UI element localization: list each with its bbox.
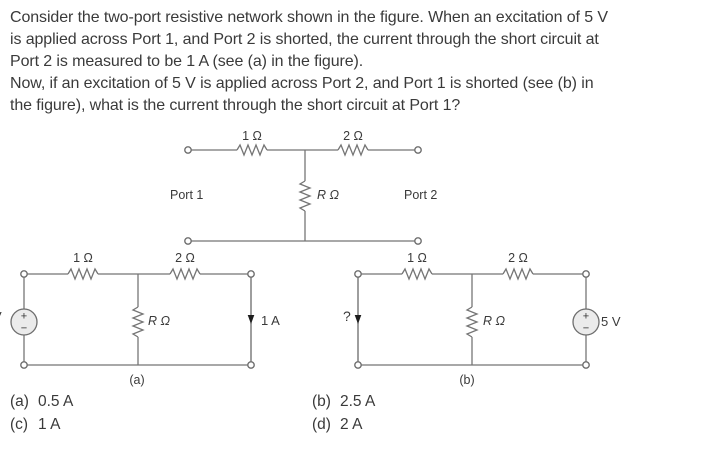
resistor-shunt xyxy=(133,307,143,337)
network-r1-label: 1 Ω xyxy=(242,129,262,143)
question-line: is applied across Port 1, and Port 2 is shorted, the current through the short circuit at xyxy=(10,31,599,48)
circuit-b-wires xyxy=(358,269,586,365)
port1-bottom-terminal xyxy=(185,238,191,244)
option-value: 1 A xyxy=(38,416,61,433)
option-key: (a) xyxy=(10,393,29,410)
circuit-a-source-label xyxy=(0,309,2,324)
option-a xyxy=(10,393,73,411)
circuit-b-r2-label: 2 Ω xyxy=(508,251,528,265)
circuit-a-caption: (a) xyxy=(129,373,145,387)
network-wires xyxy=(191,145,415,241)
circuit-a-rshunt-label: R Ω xyxy=(148,314,171,328)
option-key: (d) xyxy=(312,416,331,433)
two-port-network-diagram xyxy=(160,120,450,250)
port1-label: Port 1 xyxy=(170,188,204,202)
option-value: 2.5 A xyxy=(340,393,376,410)
option-value: 0.5 A xyxy=(38,393,74,410)
question-text xyxy=(10,7,608,117)
circuit-a-r1-label: 1 Ω xyxy=(73,251,93,265)
circuit-b-caption: (b) xyxy=(459,373,475,387)
circuit-b-source-label: 5 V xyxy=(601,314,621,329)
port2-bottom-terminal xyxy=(415,238,421,244)
resistor-2ohm xyxy=(503,269,533,279)
circuit-b-r1-label: 1 Ω xyxy=(407,251,427,265)
resistor-1ohm xyxy=(402,269,432,279)
resistor-shunt xyxy=(467,307,477,337)
option-key: (c) xyxy=(10,416,29,433)
plus-icon: + xyxy=(582,310,590,323)
option-key: (b) xyxy=(312,393,331,410)
circuit-b-rshunt-label: R Ω xyxy=(483,314,506,328)
port2-label: Port 2 xyxy=(404,188,438,202)
option-c xyxy=(10,416,60,434)
resistor-shunt xyxy=(300,181,310,211)
current-arrow-down-icon xyxy=(355,315,362,324)
question-line: the figure), what is the current through the short circuit at Port 1? xyxy=(10,97,461,114)
plus-icon: + xyxy=(20,310,28,323)
resistor-2ohm xyxy=(338,145,368,155)
option-value: 2 A xyxy=(340,416,363,433)
resistor-1ohm xyxy=(237,145,267,155)
network-r2-label: 2 Ω xyxy=(343,129,363,143)
option-d xyxy=(312,416,362,434)
network-terminals xyxy=(185,147,421,244)
question-line: Now, if an excitation of 5 V is applied across Port 2, and Port 1 is shorted (see (b) in xyxy=(10,75,594,92)
network-rshunt-label: R Ω xyxy=(317,188,340,202)
resistor-1ohm xyxy=(68,269,98,279)
port2-top-terminal xyxy=(415,147,421,153)
circuit-b-current-label: ? xyxy=(343,308,351,324)
circuit-a-current-label: 1 A xyxy=(261,313,280,328)
port1-top-terminal xyxy=(185,147,191,153)
resistor-2ohm xyxy=(170,269,200,279)
option-b xyxy=(312,393,375,411)
question-line: Consider the two-port resistive network shown in the figure. When an excitation of 5 V xyxy=(10,9,608,26)
question-line: Port 2 is measured to be 1 A (see (a) in the figure). xyxy=(10,53,364,70)
minus-icon: − xyxy=(582,322,590,335)
minus-icon: − xyxy=(20,322,28,335)
current-arrow-down-icon xyxy=(248,315,255,324)
circuit-a-wires xyxy=(24,269,251,365)
circuit-a-r2-label: 2 Ω xyxy=(175,251,195,265)
